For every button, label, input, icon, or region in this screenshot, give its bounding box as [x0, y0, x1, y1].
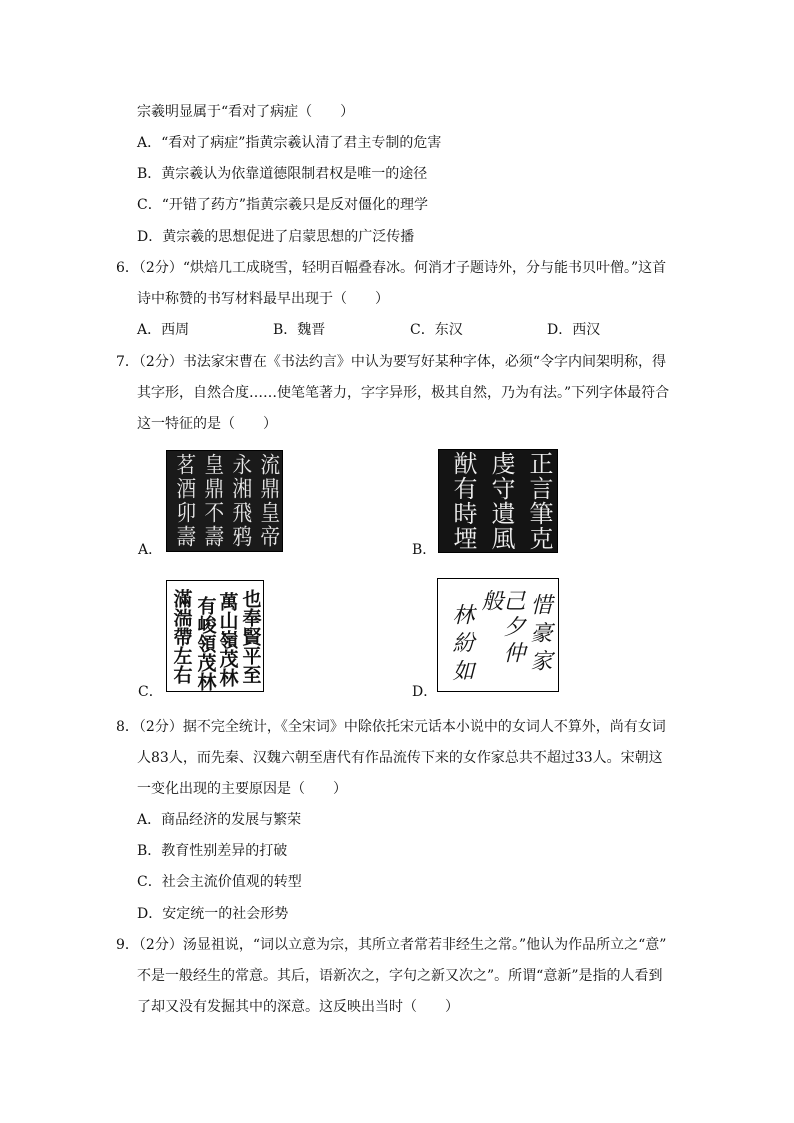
q8-stem-line2: 人83人，而先秦、汉魏六朝至唐代有作品流传下来的女作家总共不超过33人。宋朝这: [137, 750, 663, 766]
q5-option-c: C．“开错了药方”指黄宗羲只是反对僵化的理学: [137, 197, 429, 213]
q7-stem-line3: 这一特征的是（ ）: [137, 416, 277, 432]
image-a-text: 流鼎皇帝: [257, 453, 280, 549]
image-a-col-1: [255, 451, 281, 551]
image-d-text: 惜豪家: [527, 593, 552, 677]
q6-stem-line2: 诗中称赞的书写材料最早出现于（ ）: [137, 291, 389, 307]
image-a-col-2: 永湘飛鸦: [229, 453, 252, 549]
q6-option-c: C．东汉: [410, 322, 463, 338]
q5-stem-end: 宗羲明显属于“看对了病症（ ）: [137, 104, 355, 120]
q8-stem-line1: 8．（2分）据不完全统计，《全宋词》中除依托宋元话本小说中的女词人不算外，尚有女词: [116, 719, 666, 735]
q7-label-a: A．: [138, 542, 163, 558]
q8-option-d: D．安定统一的社会形势: [137, 906, 289, 922]
q7-label-d: D．: [412, 684, 438, 700]
q8-option-b: B．教育性别差异的打破: [137, 843, 288, 859]
q6-option-a: A．西周: [137, 322, 190, 338]
q9-stem-line1: 9．（2分）汤显祖说，“词以立意为宗，其所立者常若非经生之常。”他认为作品所立之“意”: [116, 937, 667, 953]
calligraphy-image-d: 惜豪家 己夕仲般 林紛如: [437, 578, 559, 692]
q6-stem-line1: 6．（2分）“烘焙几工成晓雪，轻明百幅叠春冰。何消才子题诗外，分与能书贝叶僧。”这首: [116, 260, 667, 276]
image-c-text: 也奉賢平至: [239, 588, 262, 684]
image-a-col-4: 茗酒卯壽: [173, 453, 196, 549]
calligraphy-image-a: [166, 450, 283, 552]
q8-option-a: A．商品经济的发展与繁荣: [137, 812, 302, 828]
image-b-text: 正言筆克: [525, 451, 553, 551]
q9-stem-line2: 不是一般经生的常意。其后，语新次之，字句之新又次之”。所谓“意新”是指的人看到: [137, 968, 663, 984]
q7-label-b: B．: [412, 542, 437, 558]
q5-option-a: A．“看对了病症”指黄宗羲认清了君主专制的危害: [137, 135, 442, 151]
q6-option-b: B．魏晋: [273, 322, 326, 338]
calligraphy-image-b: 正言筆克 虔守遺風 猷有時堙: [438, 449, 558, 553]
q9-stem-line3: 了却又没有发掘其中的深意。这反映出当时（ ）: [137, 999, 459, 1015]
calligraphy-image-c: 也奉賢平至 萬山嶺茂林 有峻領茂林 滿湍帶左右: [166, 580, 264, 692]
q6-option-d: D．西汉: [547, 322, 601, 338]
q7-label-c: C．: [138, 684, 163, 700]
q5-option-d: D．黄宗羲的思想促进了启蒙思想的广泛传播: [137, 229, 415, 245]
q5-option-b: B．黄宗羲认为依靠道德限制君权是唯一的途径: [137, 166, 428, 182]
q7-stem-line2: 其字形，自然合度……使笔笔著力，字字异形，极其自然，乃为有法。”下列字体最符合: [137, 385, 670, 401]
q7-stem-line1: 7．（2分）书法家宋曹在《书法约言》中认为要写好某种字体，必须“令字内间架明称，得: [116, 354, 666, 370]
q8-option-c: C．社会主流价值观的转型: [137, 874, 302, 890]
q8-stem-line3: 一变化出现的主要原因是（ ）: [137, 781, 347, 797]
image-a-col-3: 皇鼎不壽: [201, 453, 224, 549]
